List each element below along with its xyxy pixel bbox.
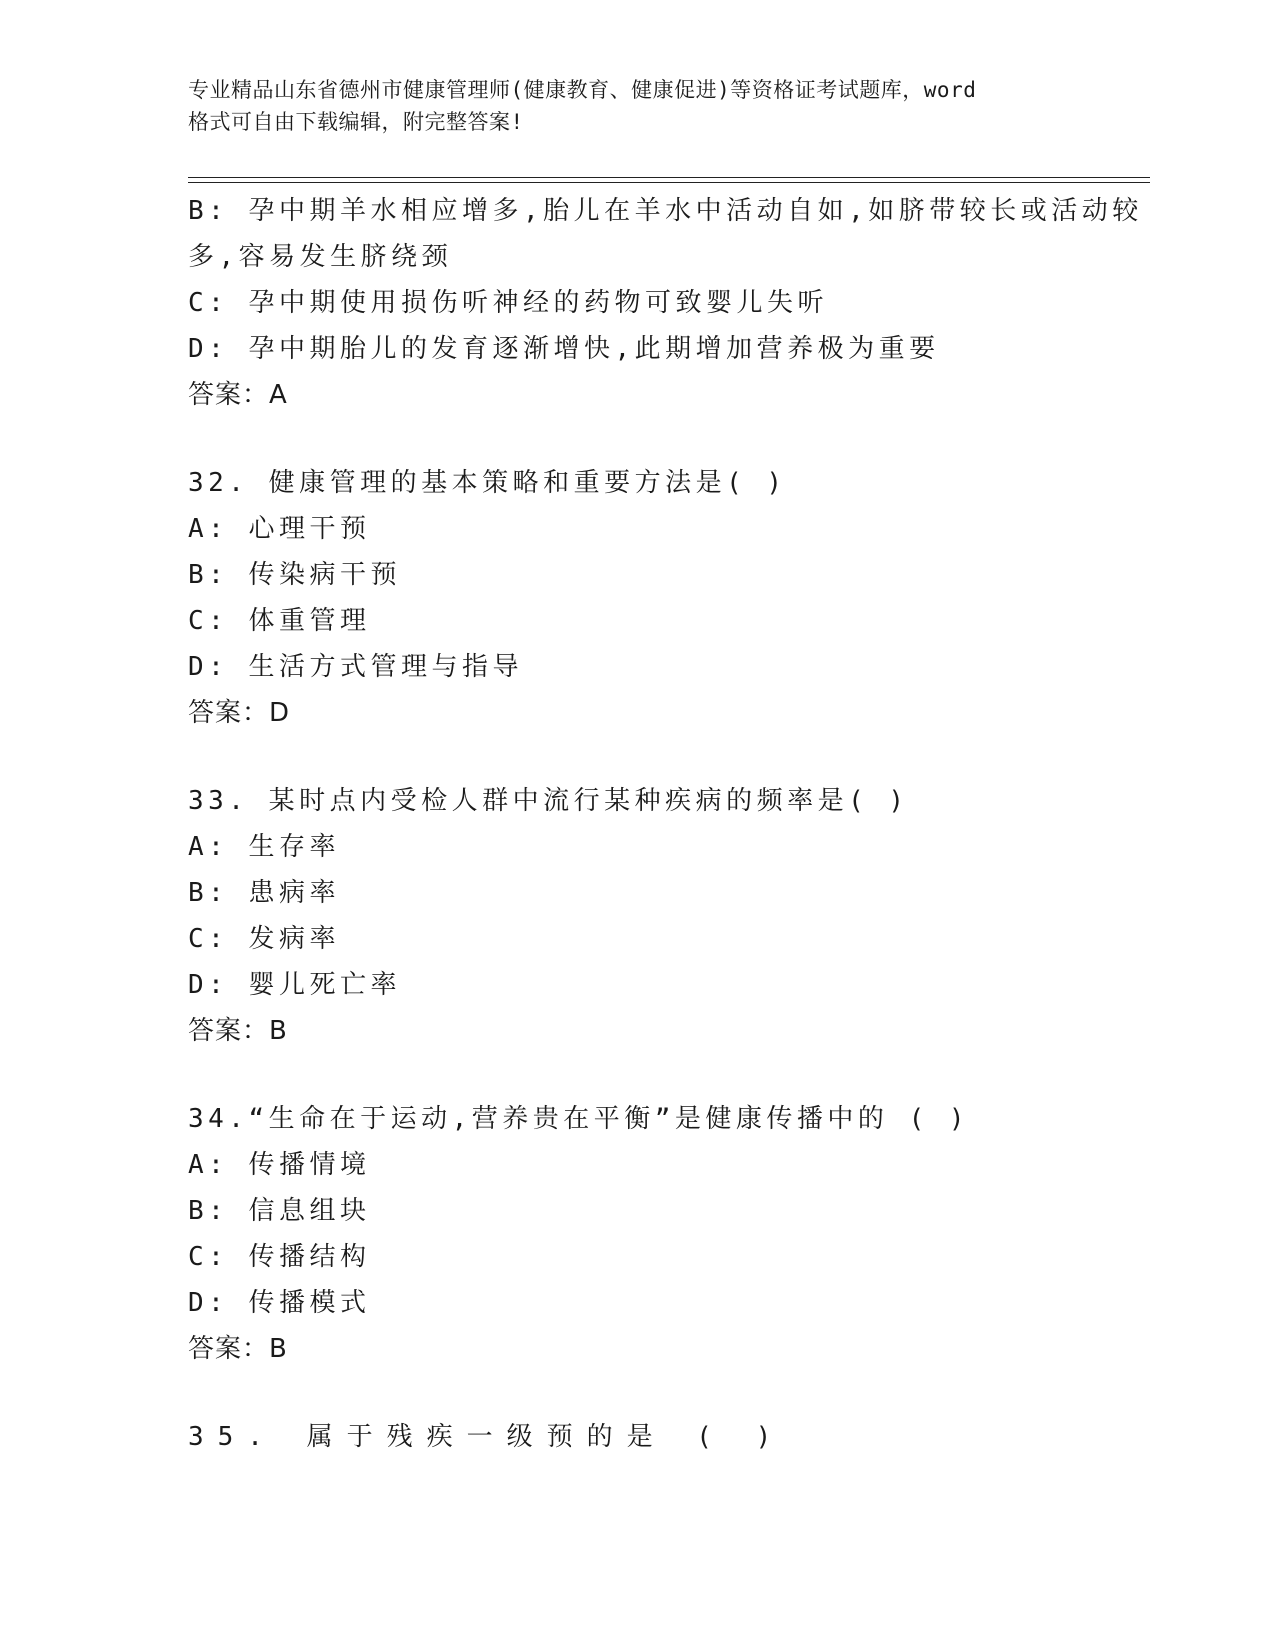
answer: 答案：B xyxy=(188,1016,288,1046)
option-d: D: 生活方式管理与指导 xyxy=(188,652,523,682)
question-text: 35. 属于残疾一级预的是 ( ) xyxy=(188,1422,786,1452)
option-c: C: 传播结构 xyxy=(188,1242,371,1272)
header-line-2: 格式可自由下载编辑，附完整答案! xyxy=(188,110,524,134)
option-b-line-1: B: 孕中期羊水相应增多,胎儿在羊水中活动自如,如脐带较长或活动较 xyxy=(188,196,1143,226)
question-content xyxy=(188,188,1143,1460)
question-32 xyxy=(188,460,1088,736)
header-line-1: 专业精品山东省德州市健康管理师(健康教育、健康促进)等资格证考试题库，word xyxy=(188,78,977,102)
option-b: B: 患病率 xyxy=(188,878,340,908)
option-a: A: 传播情境 xyxy=(188,1150,371,1180)
question-33 xyxy=(188,778,1088,1054)
answer: 答案：B xyxy=(188,1334,288,1364)
document-header xyxy=(188,74,1088,138)
question-text: 34.“生命在于运动,营养贵在平衡”是健康传播中的 ( ) xyxy=(188,1104,970,1134)
question-text: 33. 某时点内受检人群中流行某种疾病的频率是( ) xyxy=(188,786,909,816)
prev-question xyxy=(188,188,1143,418)
question-34 xyxy=(188,1096,1088,1372)
option-d: D: 传播模式 xyxy=(188,1288,371,1318)
option-d: D: 婴儿死亡率 xyxy=(188,970,401,1000)
option-b: B: 信息组块 xyxy=(188,1196,371,1226)
answer: 答案：D xyxy=(188,698,291,728)
option-a: A: 心理干预 xyxy=(188,514,371,544)
option-b-line-2: 多,容易发生脐绕颈 xyxy=(188,242,453,272)
header-divider-top xyxy=(188,177,1150,178)
answer: 答案：A xyxy=(188,380,288,410)
question-35 xyxy=(188,1414,1088,1460)
option-c: C: 体重管理 xyxy=(188,606,371,636)
option-a: A: 生存率 xyxy=(188,832,340,862)
option-d: D: 孕中期胎儿的发育逐渐增快,此期增加营养极为重要 xyxy=(188,334,940,364)
option-c: C: 发病率 xyxy=(188,924,340,954)
option-b: B: 传染病干预 xyxy=(188,560,401,590)
header-divider-bottom xyxy=(188,182,1150,183)
option-c: C: 孕中期使用损伤听神经的药物可致婴儿失听 xyxy=(188,288,828,318)
question-text: 32. 健康管理的基本策略和重要方法是( ) xyxy=(188,468,787,498)
